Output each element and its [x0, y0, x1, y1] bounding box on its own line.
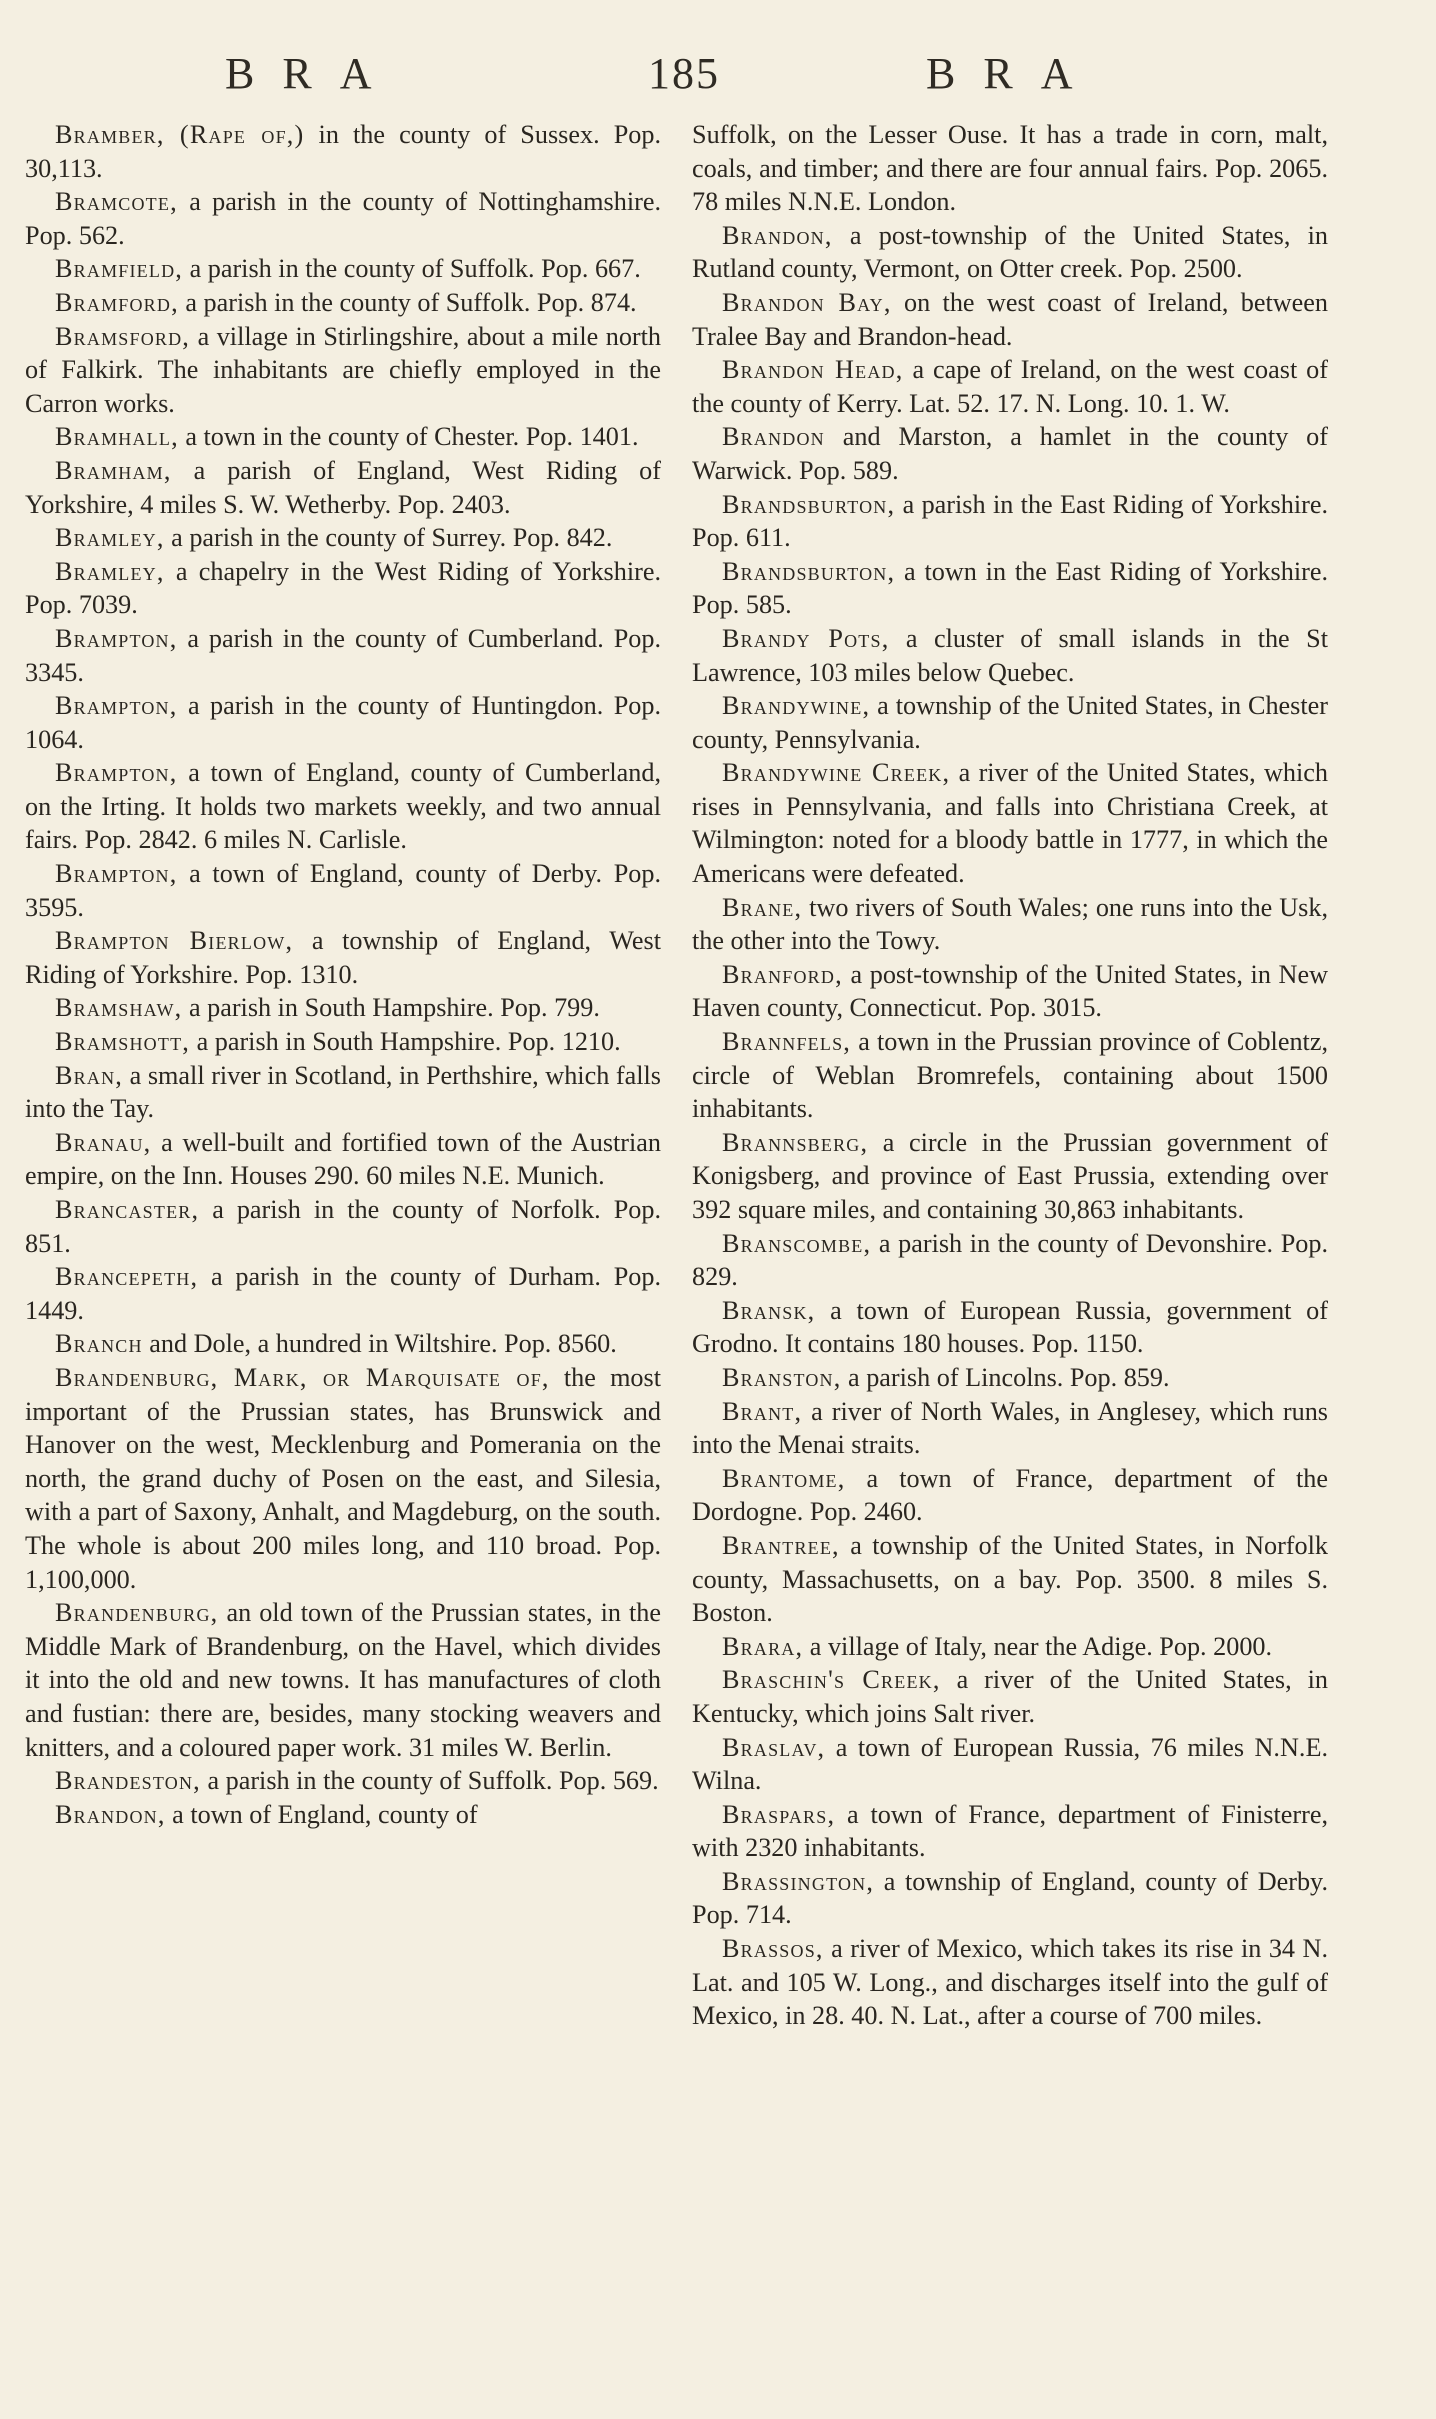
- entry-headword: Brantree,: [722, 1530, 840, 1560]
- entry-text: a cluster of small islands in the St Lawrence, 103 miles below Quebec.: [692, 623, 1328, 687]
- entry-headword: Brant,: [722, 1396, 803, 1426]
- gazetteer-entry: [25, 1126, 661, 1193]
- gazetteer-entry: [692, 353, 1328, 420]
- gazetteer-entry: [25, 555, 661, 622]
- gazetteer-entry: [25, 420, 661, 454]
- entry-headword: Brassos,: [722, 1934, 824, 1964]
- entry-text: a parish in South Hampshire. Pop. 799.: [182, 993, 600, 1023]
- entry-headword: Brandon,: [55, 1799, 166, 1829]
- entry-text: in the county of Sussex. Pop. 30,113.: [25, 120, 661, 183]
- right-column: [692, 118, 1328, 2033]
- entry-text: a town of France, department of the Dordogne. Pop. 2460.: [692, 1463, 1328, 1527]
- running-head: [0, 48, 1436, 108]
- entry-headword: Bramsford,: [55, 321, 191, 351]
- entry-headword: Brane,: [722, 892, 803, 922]
- gazetteer-entry: [692, 555, 1328, 622]
- entry-text: a river of Mexico, which takes its rise in 34 N. Lat. and 105 W. Long., and discharges itself into the gulf of Mexico, in 28. 40. N. Lat., after a course of 700 miles.: [692, 1934, 1328, 2031]
- entry-text: and Marston, a hamlet in the county of Warwick. Pop. 589.: [692, 422, 1328, 485]
- gazetteer-entry: [25, 286, 661, 320]
- entry-headword: Bransk,: [722, 1295, 816, 1325]
- entry-text: Suffolk, on the Lesser Ouse. It has a trade in corn, malt, coals, and timber; and there are four annual fairs. Pop. 2065. 78 miles N.N.E. London.: [692, 120, 1328, 217]
- entry-headword: Bramfield,: [55, 254, 184, 284]
- entry-text: a parish in the county of Suffolk. Pop. 667.: [183, 254, 641, 284]
- entry-headword: Brandywine Creek,: [722, 758, 951, 788]
- entry-headword: Bramshott,: [55, 1027, 191, 1057]
- gazetteer-entry: [692, 1361, 1328, 1395]
- entry-text: on the west coast of Ireland, between Tralee Bay and Brandon-head.: [692, 287, 1328, 351]
- entry-text: a parish in the county of Suffolk. Pop. 569.: [200, 1766, 659, 1796]
- entry-headword: Bramford,: [55, 287, 179, 317]
- entry-text: a river of North Wales, in Anglesey, which runs into the Menai straits.: [692, 1396, 1328, 1460]
- gazetteer-entry: [25, 252, 661, 286]
- entry-text: a parish in the county of Suffolk. Pop. 874.: [178, 287, 637, 317]
- entry-text: an old town of the Prussian states, in the Middle Mark of Brandenburg, on the Havel, which divides it into the old and new towns. It has manufactures of cloth and fustian: there are, besides, many stocking weavers and knitters, and a coloured paper work. 31 miles W. Berlin.: [25, 1598, 661, 1762]
- gazetteer-entry: [692, 286, 1328, 353]
- gazetteer-entry: [25, 622, 661, 689]
- entry-text: a town of England, county of Derby. Pop. 3595.: [25, 859, 661, 922]
- gazetteer-entry: [25, 1361, 661, 1596]
- entry-headword: Brampton,: [55, 758, 178, 788]
- entry-headword: Brampton,: [55, 623, 178, 653]
- entry-headword: Bramber, (Rape of,): [55, 120, 305, 149]
- entry-text: a parish in South Hampshire. Pop. 1210.: [190, 1027, 621, 1057]
- entry-headword: Brandenburg, Mark, or Marquisate of,: [55, 1362, 550, 1392]
- page-number: 185: [648, 49, 720, 98]
- entry-text: a township of England, West Riding of Yorkshire. Pop. 1310.: [25, 926, 661, 989]
- gazetteer-entry: [692, 689, 1328, 756]
- entry-headword: Brancaster,: [55, 1195, 200, 1224]
- gazetteer-entry: [692, 622, 1328, 689]
- entry-text: and Dole, a hundred in Wiltshire. Pop. 8560.: [142, 1329, 617, 1359]
- entry-text: a small river in Scotland, in Perthshire, which falls into the Tay.: [25, 1060, 661, 1124]
- entry-text: a parish of England, West Riding of Yorkshire, 4 miles S. W. Wetherby. Pop. 2403.: [25, 455, 661, 519]
- gazetteer-entry: [25, 1193, 661, 1260]
- gazetteer-entry: [25, 454, 661, 521]
- gazetteer-entry: [25, 521, 661, 555]
- gazetteer-entry: [25, 320, 661, 421]
- entry-headword: Braspars,: [722, 1799, 836, 1829]
- entry-headword: Brandywine,: [722, 691, 871, 721]
- entry-text: a town in the county of Chester. Pop. 1401.: [178, 422, 639, 452]
- entry-text: a town in the Prussian province of Coblentz, circle of Weblan Bromrefels, containing about 1500 inhabitants.: [692, 1027, 1328, 1124]
- entry-headword: Branford,: [722, 959, 843, 989]
- entry-text: a town of European Russia, government of Grodno. It contains 180 houses. Pop. 1150.: [692, 1295, 1328, 1359]
- entry-headword: Brara,: [722, 1631, 804, 1661]
- entry-text: a township of the United States, in Chester county, Pennsylvania.: [692, 691, 1328, 754]
- entry-headword: Bramhall,: [55, 422, 179, 452]
- gazetteer-entry: [25, 1260, 661, 1327]
- entry-headword: Brandon,: [722, 220, 833, 250]
- entry-headword: Branston,: [722, 1362, 842, 1392]
- entry-headword: Brampton,: [55, 691, 178, 721]
- entry-text: a parish in the county of Surrey. Pop. 842.: [164, 523, 613, 553]
- gazetteer-entry: [692, 1865, 1328, 1932]
- entry-text: a circle in the Prussian government of Konigsberg, and province of East Prussia, extending over 392 square miles, and containing 30,863 inhabitants.: [692, 1127, 1328, 1224]
- gazetteer-entry: [25, 1327, 661, 1361]
- entry-headword: Bramcote,: [55, 187, 178, 217]
- entry-text: a parish in the county of Nottinghamshire. Pop. 562.: [25, 187, 661, 250]
- entry-headword: Bramley,: [55, 556, 165, 586]
- gazetteer-entry: [25, 118, 661, 185]
- gazetteer-entry: [25, 1764, 661, 1798]
- entry-headword: Bramshaw,: [55, 993, 183, 1023]
- entry-headword: Branscombe,: [722, 1228, 872, 1258]
- entry-headword: Brandon: [722, 422, 825, 452]
- gazetteer-entry: [692, 1294, 1328, 1361]
- entry-text: a parish in the county of Huntingdon. Pop. 1064.: [25, 691, 661, 754]
- entry-headword: Brantome,: [722, 1463, 846, 1493]
- entry-headword: Branau,: [55, 1127, 152, 1157]
- entry-headword: Braschin's Creek,: [722, 1665, 941, 1695]
- gazetteer-entry: [692, 1529, 1328, 1630]
- gazetteer-entry: [692, 420, 1328, 487]
- gazetteer-entry: [692, 118, 1328, 219]
- gazetteer-entry: [692, 958, 1328, 1025]
- entry-headword: Brandy Pots,: [722, 623, 890, 653]
- entry-text: a parish in the East Riding of Yorkshire. Pop. 611.: [692, 489, 1328, 553]
- entry-headword: Brandon Head,: [722, 355, 904, 385]
- running-head-right: BRA: [926, 49, 1101, 98]
- entry-headword: Brandsburton,: [722, 556, 896, 586]
- entry-text: a river of the United States, in Kentucky, which joins Salt river.: [692, 1665, 1328, 1728]
- entry-text: the most important of the Prussian states, has Brunswick and Hanover on the west, Mecklenburg and Pomerania on the north, the grand duchy of Posen on the east, and Silesia, with a part of Saxony, Anhalt, and Magdeburg, on the south. The whole is about 200 miles long, and 110 broad. Pop. 1,100,000.: [25, 1362, 661, 1594]
- entry-text: a town in the East Riding of Yorkshire. Pop. 585.: [692, 556, 1328, 620]
- entry-headword: Brassington,: [722, 1866, 875, 1896]
- entry-headword: Brandeston,: [55, 1766, 201, 1796]
- gazetteer-entry: [692, 1462, 1328, 1529]
- gazetteer-entry: [692, 1395, 1328, 1462]
- gazetteer-entry: [25, 1059, 661, 1126]
- gazetteer-entry: [692, 1126, 1328, 1227]
- entry-text: a township of the United States, in Norfolk county, Massachusetts, on a bay. Pop. 3500. 8 miles S. Boston.: [692, 1530, 1328, 1628]
- entry-text: a town of England, county of Cumberland, on the Irting. It holds two markets weekly, and two annual fairs. Pop. 2842. 6 miles N. Carlisle.: [25, 758, 661, 855]
- entry-headword: Braslav,: [722, 1732, 826, 1762]
- entry-text: a parish in the county of Cumberland. Pop. 3345.: [25, 623, 661, 687]
- entry-headword: Brandon Bay,: [722, 287, 892, 317]
- gazetteer-entry: [25, 1025, 661, 1059]
- entry-text: a cape of Ireland, on the west coast of the county of Kerry. Lat. 52. 17. N. Long. 10. 1. W.: [692, 355, 1328, 418]
- gazetteer-entry: [25, 756, 661, 857]
- entry-text: a post-township of the United States, in Rutland county, Vermont, on Otter creek. Pop. 2500.: [692, 220, 1328, 284]
- entry-text: a parish of Lincolns. Pop. 859.: [841, 1362, 1170, 1392]
- gazetteer-entry: [25, 689, 661, 756]
- entry-text: a well-built and fortified town of the Austrian empire, on the Inn. Houses 290. 60 miles N.E. Munich.: [25, 1127, 661, 1191]
- entry-text: a post-township of the United States, in New Haven county, Connecticut. Pop. 3015.: [692, 959, 1328, 1023]
- entry-headword: Brandsburton,: [722, 489, 896, 519]
- gazetteer-entry: [692, 756, 1328, 890]
- gazetteer-entry: [692, 1798, 1328, 1865]
- gazetteer-entry: [692, 488, 1328, 555]
- running-head-left: BRA: [225, 49, 400, 98]
- entry-text: a town of England, county of: [165, 1799, 478, 1829]
- entry-headword: Brannsberg,: [722, 1127, 869, 1157]
- entry-headword: Bramley,: [55, 523, 165, 553]
- entry-headword: Brampton Bierlow,: [55, 926, 294, 956]
- left-column: [25, 118, 661, 1831]
- gazetteer-entry: [25, 185, 661, 252]
- entry-text: a village in Stirlingshire, about a mile north of Falkirk. The inhabitants are chiefly employed in the Carron works.: [25, 321, 661, 418]
- entry-text: a river of the United States, which rises in Pennsylvania, and falls into Christiana Creek, at Wilmington: noted for a bloody battle in 1777, in which the Americans were defeated.: [692, 758, 1328, 889]
- gazetteer-entry: [692, 1731, 1328, 1798]
- gazetteer-entry: [25, 1596, 661, 1764]
- gazetteer-entry: [25, 924, 661, 991]
- gazetteer-entry: [692, 219, 1328, 286]
- entry-headword: Bran,: [55, 1060, 124, 1090]
- entry-headword: Bramham,: [55, 455, 172, 485]
- entry-text: a parish in the county of Devonshire. Pop. 829.: [692, 1228, 1328, 1292]
- entry-text: two rivers of South Wales; one runs into the Usk, the other into the Towy.: [692, 892, 1328, 956]
- gazetteer-entry: [692, 1932, 1328, 2033]
- entry-text: a parish in the county of Durham. Pop. 1449.: [25, 1262, 661, 1325]
- entry-headword: Brannfels,: [722, 1027, 852, 1057]
- gazetteer-entry: [692, 1025, 1328, 1126]
- gazetteer-entry: [25, 857, 661, 924]
- entry-text: a chapelry in the West Riding of Yorkshire. Pop. 7039.: [25, 556, 661, 620]
- gazetteer-entry: [25, 991, 661, 1025]
- entry-text: a town of European Russia, 76 miles N.N.E. Wilna.: [692, 1732, 1328, 1796]
- entry-headword: Branch: [55, 1329, 143, 1359]
- entry-text: a village of Italy, near the Adige. Pop. 2000.: [803, 1631, 1273, 1661]
- entry-headword: Brampton,: [55, 859, 178, 889]
- gazetteer-entry: [692, 1630, 1328, 1664]
- gazetteer-entry: [25, 1798, 661, 1832]
- entry-headword: Brandenburg,: [55, 1598, 219, 1628]
- gazetteer-entry: [692, 1227, 1328, 1294]
- gazetteer-entry: [692, 1663, 1328, 1730]
- entry-text: a township of England, county of Derby. Pop. 714.: [692, 1866, 1328, 1930]
- gazetteer-entry: [692, 891, 1328, 958]
- entry-headword: Brancepeth,: [55, 1262, 199, 1292]
- entry-text: a town of France, department of Finisterre, with 2320 inhabitants.: [692, 1799, 1328, 1863]
- entry-text: a parish in the county of Norfolk. Pop. 851.: [25, 1195, 661, 1258]
